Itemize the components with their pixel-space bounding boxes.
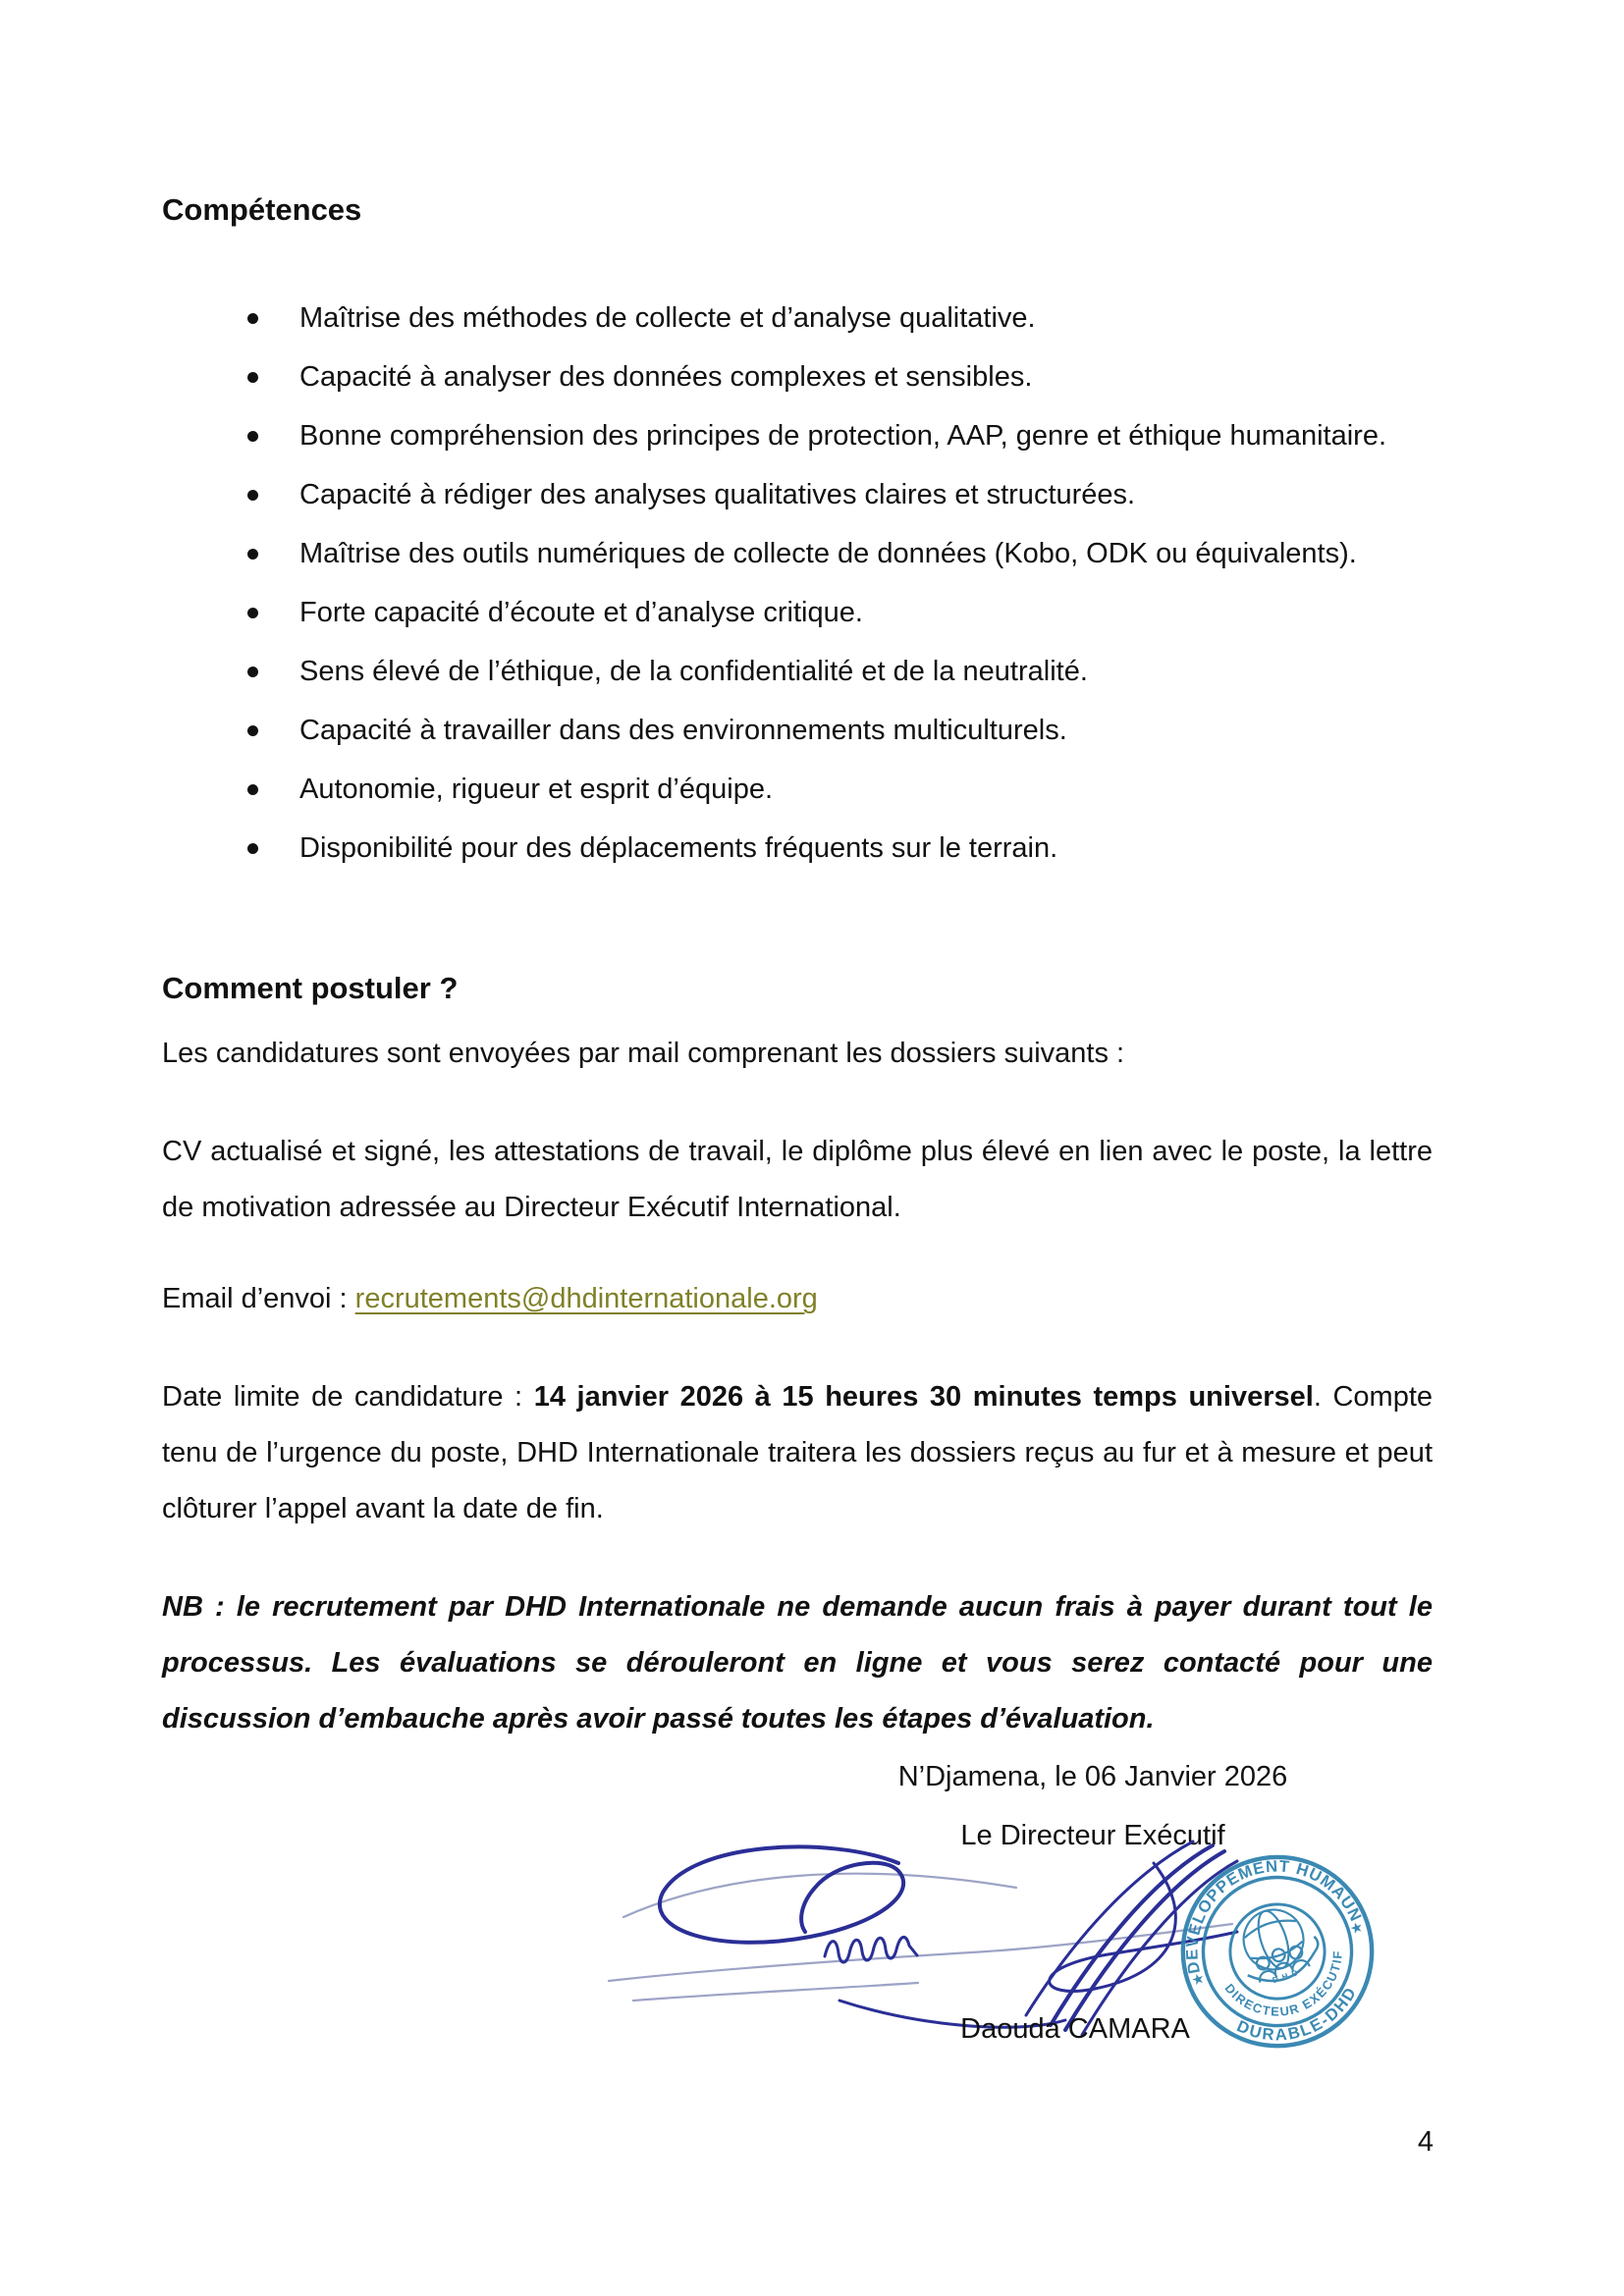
signatory-title: Le Directeur Exécutif (960, 1820, 1225, 1851)
stamp-star-left: ★ (1189, 1970, 1208, 1990)
section-heading-comment-postuler: Comment postuler ? (162, 971, 459, 1005)
section-heading-competences: Compétences (162, 192, 362, 227)
signatory-name: Daouda CAMARA (960, 2013, 1190, 2045)
stamp-inner-arc-text: DIRECTEUR EXÉCUTIF (1221, 1949, 1345, 2019)
email-line (162, 1271, 1433, 1327)
list-item: Autonomie, rigueur et esprit d’équipe. (162, 760, 1433, 819)
deadline-prefix: Date limite de candidature : (162, 1381, 534, 1413)
stamp-center-letters: D H D (1271, 1967, 1300, 1986)
stamp-star-right: ★ (1348, 1919, 1366, 1939)
list-item: Capacité à rédiger des analyses qualitatives claires et structurées. (162, 465, 1433, 524)
deadline-paragraph (162, 1369, 1433, 1537)
list-item: Maîtrise des outils numériques de collecte de données (Kobo, ODK ou équivalents). (162, 524, 1433, 583)
intro-paragraph: Les candidatures sont envoyées par mail comprenant les dossiers suivants : (162, 1038, 1125, 1069)
deadline-suffix: . Compte tenu de l’urgence du poste, DHD Internationale traitera les dossiers reçus au fur et à mesure et peut clôturer l’appel avant la date de fin. (162, 1381, 1434, 1524)
recruitment-email-link[interactable]: recrutements@dhdinternationale.org (354, 1283, 818, 1314)
competences-list (162, 289, 1433, 878)
list-item: Capacité à analyser des données complexes et sensibles. (162, 347, 1433, 406)
list-item: Sens élevé de l’éthique, de la confidentialité et de la neutralité. (162, 642, 1433, 701)
email-label: Email d’envoi : (162, 1283, 355, 1314)
list-item: Bonne compréhension des principes de protection, AAP, genre et éthique humanitaire. (162, 406, 1433, 465)
dossier-paragraph: CV actualisé et signé, les attestations de travail, le diplôme plus élevé en lien avec le poste, la lettre de motivation adressée au Directeur Exécutif International. (162, 1136, 1433, 1223)
list-item: Disponibilité pour des déplacements fréquents sur le terrain. (162, 819, 1433, 878)
stamp-top-arc-text: DEVELOPPEMENT HUMAUN (1182, 1856, 1366, 1976)
deadline-date: 14 janvier 2026 à 15 heures 30 minutes temps universel (533, 1381, 1314, 1413)
place-date-line: N’Djamena, le 06 Janvier 2026 (897, 1761, 1288, 1792)
nb-paragraph: NB : le recrutement par DHD Internationale ne demande aucun frais à payer durant tout le processus. Les évaluations se dérouleront en ligne et vous serez contacté pour une discussion d’embauche après avoir passé toutes les étapes d’évaluation. (162, 1591, 1433, 1735)
list-item: Capacité à travailler dans des environnements multiculturels. (162, 701, 1433, 760)
list-item: Maîtrise des méthodes de collecte et d’analyse qualitative. (162, 289, 1433, 347)
stamp-bottom-arc-text: DURABLE-DHD (1233, 1983, 1361, 2045)
page-number: 4 (1417, 2126, 1434, 2158)
list-item: Forte capacité d’écoute et d’analyse critique. (162, 583, 1433, 642)
